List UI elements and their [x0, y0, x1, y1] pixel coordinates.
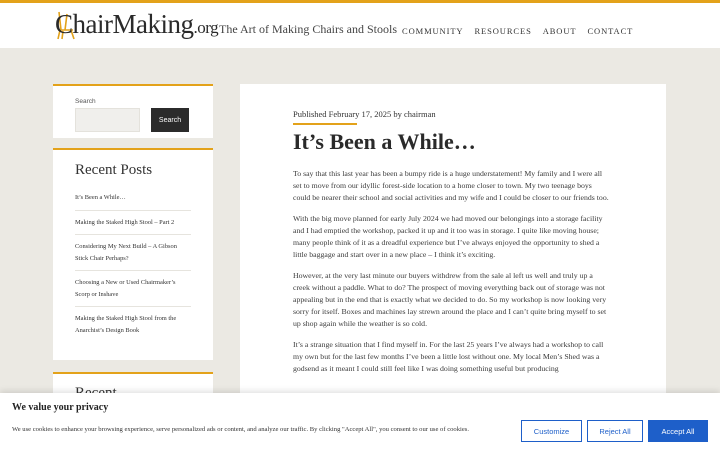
logo-suffix: .org	[193, 18, 219, 37]
search-input[interactable]	[75, 108, 140, 132]
post-paragraph: To say that this last year has been a bumpy ride is a huge understatement! My family and I were all set to move from our idyllic forest-side location to a home closer to town. My two teenage boys could be nearer their school and social activities and my wife and I could be closer to our friends too.	[293, 169, 609, 202]
search-widget	[53, 84, 213, 138]
post-body	[293, 168, 611, 384]
recent-posts-list	[75, 186, 191, 342]
nav-community[interactable]: COMMUNITY	[402, 26, 464, 36]
nav-resources[interactable]: RESOURCES	[474, 26, 532, 36]
reject-all-button[interactable]: Reject All	[587, 420, 643, 442]
recent-post-link[interactable]: Making the Staked High Stool from the Anarchist’s Design Book	[75, 315, 177, 334]
recent-post-link[interactable]: Making the Staked High Stool – Part 2	[75, 211, 191, 236]
main-nav	[402, 26, 644, 36]
recent-posts-widget	[53, 148, 213, 360]
post-paragraph: It’s a strange situation that I find myself in. For the last 25 years I’ve always had a workshop to call my own but for the last few months I’ve been a little lost without one. My local Men’s Shed was a godsend as it meant I could still feel like I was doing something useful but producing	[293, 340, 604, 373]
search-button[interactable]: Search	[151, 108, 189, 132]
nav-contact[interactable]: CONTACT	[587, 26, 634, 36]
site-tagline: The Art of Making Chairs and Stools	[219, 22, 397, 36]
nav-about[interactable]: ABOUT	[542, 26, 577, 36]
search-label: Search	[75, 98, 96, 105]
recent-post-link[interactable]: Choosing a New or Used Chairmaker’s Scorp or Inshave	[75, 271, 191, 307]
recent-post-link[interactable]: Considering My Next Build – A Gibson Stick Chair Perhaps?	[75, 235, 191, 271]
post-paragraph: With the big move planned for early July 2024 we had moved our belongings into a storage facility and I had emptied the workshop, packed it up and it too was in storage. I quite like moving house; many people think of it as a dreadful experience but I’ve always enjoyed the opportunity to shed a little baggage and start over in a new place – I think it’s exciting.	[293, 214, 603, 259]
site-logo[interactable]	[53, 9, 218, 40]
meta-underline	[293, 123, 357, 125]
cookie-banner	[0, 393, 720, 450]
cookie-title: We value your privacy	[12, 402, 109, 413]
post-title: It’s Been a While…	[293, 129, 476, 154]
customize-button[interactable]: Customize	[521, 420, 582, 442]
cookie-text: We use cookies to enhance your browsing experience, serve personalized ads or content, and analyze our traffic. By clicking "Accept All", you consent to our use of cookies.	[12, 426, 469, 433]
post-paragraph: However, at the very last minute our buyers withdrew from the sale al left us well and truly up a creek without a paddle. What to do? The prospect of moving everything back out of storage was not appealing but in the end that is exactly what we decided to do. So my workshop is now looking very sorry for itself. Boxes and machines lay strewn around the place and I can’t quite bring myself to set up shop again while the weather is so cold.	[293, 271, 607, 328]
accept-all-button[interactable]: Accept All	[648, 420, 708, 442]
post-meta: Published February 17, 2025 by chairman	[293, 109, 436, 119]
site-header	[0, 3, 720, 48]
recent-post-link[interactable]: It’s Been a While…	[75, 186, 191, 211]
recent-posts-title: Recent Posts	[75, 162, 153, 178]
article-card	[240, 84, 666, 404]
logo-text: ChairMaking	[55, 9, 194, 39]
